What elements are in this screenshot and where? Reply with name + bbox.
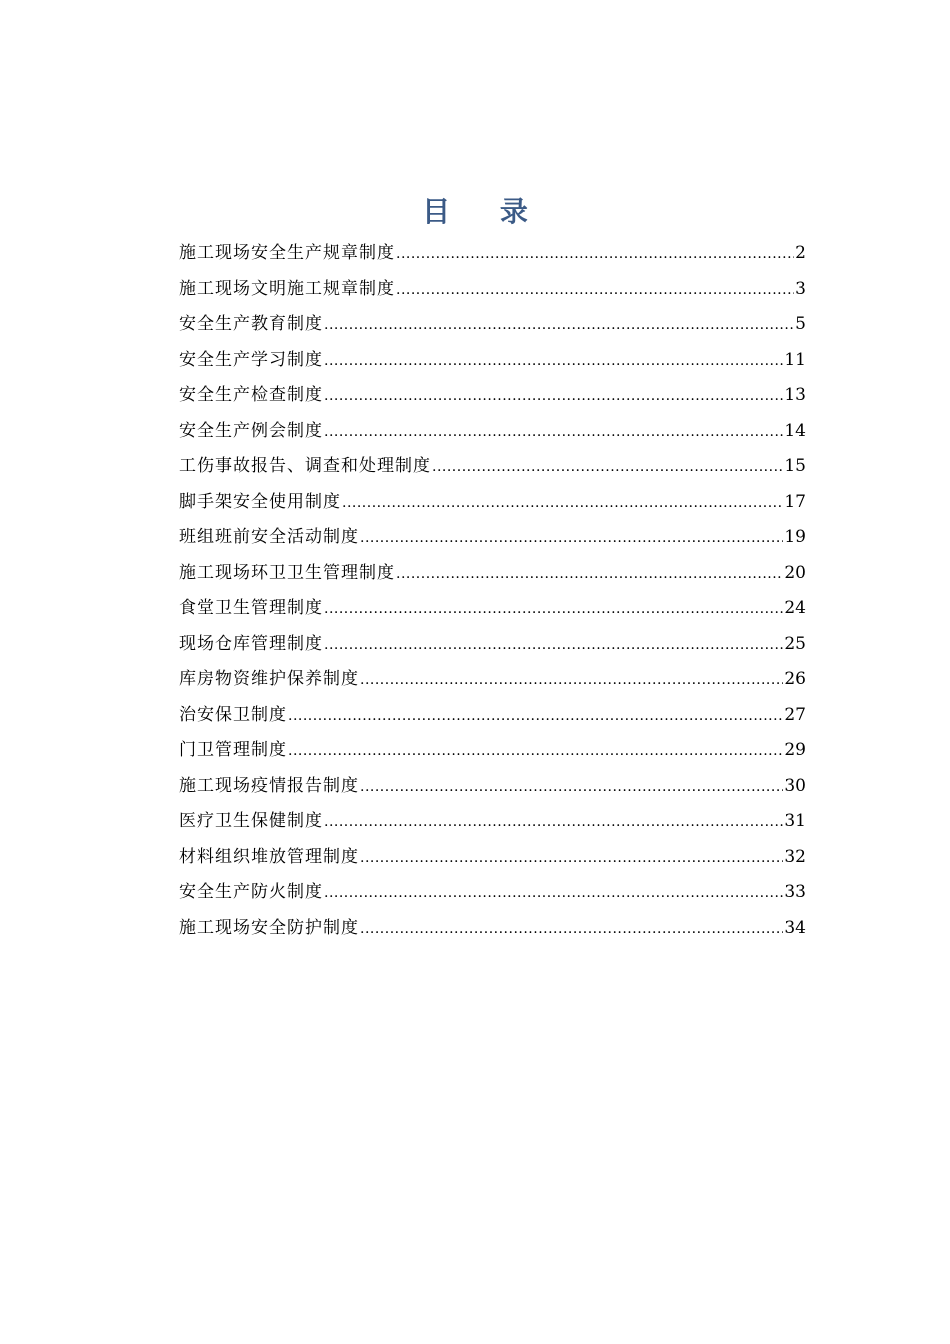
- toc-entry-label: 施工现场文明施工规章制度: [179, 278, 395, 299]
- toc-entry-page: 31: [784, 811, 806, 831]
- toc-title: 目 录: [422, 195, 548, 228]
- toc-entry[interactable]: [179, 449, 806, 485]
- toc-dot-leader: [324, 379, 783, 415]
- toc-entry-page: 2: [795, 243, 806, 263]
- toc-dot-leader: [324, 308, 794, 344]
- toc-dot-leader: [324, 805, 783, 841]
- toc-entry[interactable]: [179, 414, 806, 450]
- toc-entry-page: 30: [784, 775, 806, 796]
- toc-dot-leader: [360, 663, 783, 699]
- toc-entry-page: 34: [784, 917, 806, 938]
- toc-entry-page: 19: [784, 527, 806, 547]
- toc-entry-page: 15: [784, 456, 806, 476]
- toc-dot-leader: [360, 841, 783, 877]
- toc-dot-leader: [360, 912, 783, 948]
- toc-dot-leader: [396, 557, 783, 593]
- toc-entry[interactable]: [179, 804, 806, 840]
- toc-entry-page: 13: [784, 385, 806, 405]
- toc-entry-label: 施工现场环卫卫生管理制度: [179, 562, 395, 583]
- toc-entry-page: 33: [784, 882, 806, 902]
- toc-entry[interactable]: [179, 662, 806, 698]
- toc-entry-page: 17: [784, 491, 806, 512]
- toc-entry-label: 安全生产防火制度: [179, 882, 323, 902]
- toc-entry-label: 现场仓库管理制度: [179, 633, 323, 654]
- toc-entry[interactable]: [179, 485, 806, 521]
- toc-dot-leader: [288, 699, 783, 735]
- toc-dot-leader: [324, 592, 783, 628]
- toc-entry-label: 安全生产例会制度: [179, 420, 323, 441]
- toc-entry[interactable]: [179, 733, 806, 769]
- toc-dot-leader: [360, 521, 783, 557]
- toc-entry[interactable]: [179, 520, 806, 556]
- toc-entry-label: 安全生产教育制度: [179, 314, 323, 334]
- toc-list: [179, 236, 806, 946]
- toc-entry-page: 20: [784, 562, 806, 583]
- toc-entry-label: 施工现场安全防护制度: [179, 917, 359, 938]
- toc-entry-label: 库房物资维护保养制度: [179, 669, 359, 689]
- toc-entry-label: 门卫管理制度: [179, 740, 287, 760]
- toc-entry-label: 工伤事故报告、调查和处理制度: [179, 456, 431, 476]
- toc-dot-leader: [324, 415, 783, 451]
- toc-entry[interactable]: [179, 236, 806, 272]
- toc-entry-page: 14: [784, 420, 806, 441]
- toc-entry[interactable]: [179, 769, 806, 805]
- toc-entry[interactable]: [179, 307, 806, 343]
- toc-entry-label: 施工现场疫情报告制度: [179, 775, 359, 796]
- toc-entry[interactable]: [179, 875, 806, 911]
- toc-dot-leader: [288, 734, 783, 770]
- toc-entry-label: 班组班前安全活动制度: [179, 527, 359, 547]
- toc-dot-leader: [324, 344, 783, 380]
- toc-entry[interactable]: [179, 556, 806, 592]
- toc-entry-label: 材料组织堆放管理制度: [179, 846, 359, 867]
- toc-entry-page: 25: [784, 633, 806, 654]
- toc-entry-page: 32: [784, 846, 806, 867]
- toc-entry-page: 5: [795, 314, 806, 334]
- toc-entry-page: 29: [784, 740, 806, 760]
- toc-entry-label: 施工现场安全生产规章制度: [179, 243, 395, 263]
- toc-dot-leader: [342, 486, 783, 522]
- toc-entry[interactable]: [179, 272, 806, 308]
- toc-entry-page: 11: [784, 349, 806, 370]
- toc-dot-leader: [324, 628, 783, 664]
- toc-entry[interactable]: [179, 378, 806, 414]
- toc-entry[interactable]: [179, 627, 806, 663]
- toc-entry[interactable]: [179, 911, 806, 947]
- toc-entry[interactable]: [179, 591, 806, 627]
- toc-entry[interactable]: [179, 698, 806, 734]
- toc-dot-leader: [432, 450, 783, 486]
- toc-dot-leader: [324, 876, 783, 912]
- toc-entry-label: 脚手架安全使用制度: [179, 491, 341, 512]
- toc-entry-page: 27: [784, 704, 806, 725]
- toc-entry-label: 医疗卫生保健制度: [179, 811, 323, 831]
- toc-entry-label: 治安保卫制度: [179, 704, 287, 725]
- toc-entry-page: 26: [784, 669, 806, 689]
- toc-entry[interactable]: [179, 840, 806, 876]
- toc-dot-leader: [396, 237, 794, 273]
- toc-entry-label: 食堂卫生管理制度: [179, 598, 323, 618]
- toc-entry-label: 安全生产学习制度: [179, 349, 323, 370]
- toc-dot-leader: [360, 770, 783, 806]
- toc-entry-label: 安全生产检查制度: [179, 385, 323, 405]
- toc-entry-page: 24: [784, 598, 806, 618]
- toc-entry[interactable]: [179, 343, 806, 379]
- toc-entry-page: 3: [795, 278, 806, 299]
- toc-dot-leader: [396, 273, 794, 309]
